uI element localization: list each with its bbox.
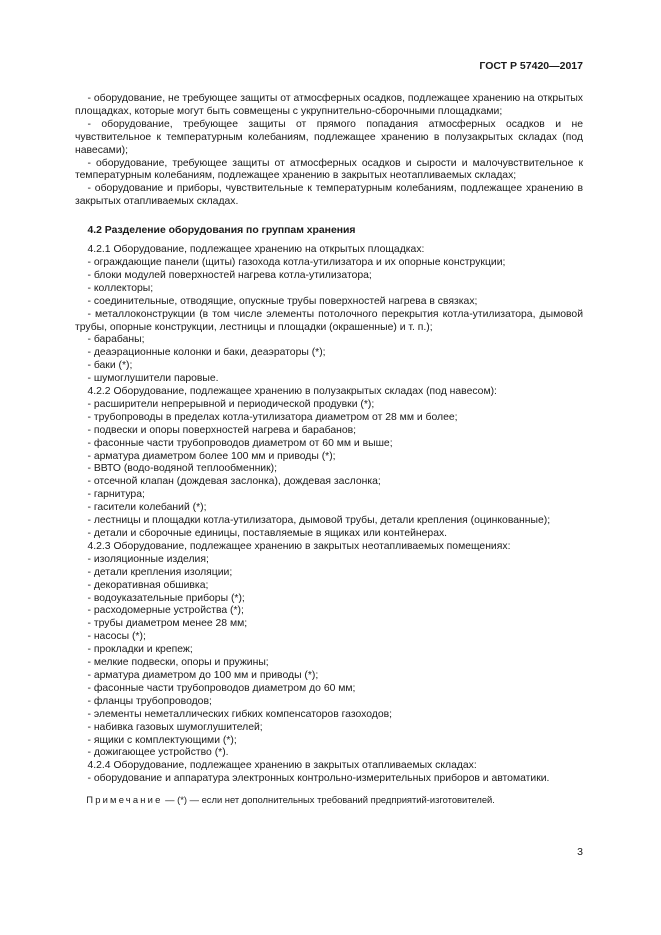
document-id: ГОСТ Р 57420—2017 [479, 60, 583, 72]
list-item: - гасители колебаний (*); [87, 502, 207, 514]
group-heading: 4.2.3 Оборудование, подлежащее хранению в закрытых неотапливаемых помещениях: [87, 540, 511, 552]
list-item: - расширители непрерывной и периодической продувки (*); [87, 398, 375, 410]
list-item: - лестницы и площадки котла-утилизатора, дымовой трубы, детали крепления (оцинкованные); [87, 515, 551, 527]
note [75, 794, 583, 807]
list-item: - декоративная обшивка; [87, 579, 209, 591]
list-item: - детали крепления изоляции; [87, 566, 233, 578]
intro-item: - оборудование, требующее защиты от атмосферных осадков и сырости и малочувствительное к температурным колебаниям, подлежащее хранению в закрытых неотапливаемых складах; [75, 157, 583, 182]
list-item: - арматура диаметром более 100 мм и приводы (*); [87, 450, 336, 462]
body-text [75, 93, 583, 807]
list-item: - прокладки и крепеж; [87, 644, 193, 656]
list-item: - ограждающие панели (щиты) газохода котла-утилизатора и их опорные конструкции; [87, 256, 506, 268]
list-item: - отсечной клапан (дождевая заслонка), дождевая заслонка; [87, 476, 381, 488]
list-item: - оборудование и аппаратура электронных контрольно-измерительных приборов и автоматики. [87, 773, 550, 785]
group-heading: 4.2.4 Оборудование, подлежащее хранению в закрытых отапливаемых складах: [87, 760, 477, 772]
list-item: - блоки модулей поверхностей нагрева котла-утилизатора; [87, 269, 372, 281]
list-item: - дожигающее устройство (*). [87, 747, 229, 759]
list-item: - соединительные, отводящие, опускные трубы поверхностей нагрева в связках; [87, 295, 478, 307]
group-heading: 4.2.1 Оборудование, подлежащее хранению на открытых площадках: [87, 244, 425, 256]
list-item: - фасонные части трубопроводов диаметром от 60 мм и выше; [87, 437, 393, 449]
list-item: - ящики с комплектующими (*); [87, 734, 237, 746]
list-item: - детали и сборочные единицы, поставляемые в ящиках или контейнерах. [87, 528, 448, 539]
list-item: - водоуказательные приборы (*); [87, 592, 245, 604]
list-item: - баки (*); [87, 360, 133, 372]
list-item: - фланцы трубопроводов; [87, 695, 212, 707]
list-item: - подвески и опоры поверхностей нагрева и барабанов; [87, 424, 357, 436]
intro-item: - оборудование и приборы, чувствительные к температурным колебаниям, подлежащее хранению в закрытых отапливаемых складах. [75, 183, 583, 208]
list-item: - барабаны; [87, 334, 145, 346]
note-label: Примечание [86, 794, 163, 806]
list-item: - арматура диаметром до 100 мм и приводы (*); [87, 669, 319, 681]
list-item: - насосы (*); [87, 631, 146, 643]
list-item: - расходомерные устройства (*); [87, 605, 244, 617]
list-item: - мелкие подвески, опоры и пружины; [87, 657, 269, 669]
list-item: - трубопроводы в пределах котла-утилизатора диаметром от 28 мм и более; [87, 411, 458, 423]
list-item: - деаэрационные колонки и баки, деаэраторы (*); [87, 347, 326, 359]
list-item: - фасонные части трубопроводов диаметром до 60 мм; [87, 682, 356, 694]
section-title: 4.2 Разделение оборудования по группам хранения [87, 225, 356, 237]
list-item: - трубы диаметром менее 28 мм; [87, 618, 248, 630]
list-item: - ВВТО (водо-водяной теплообменник); [87, 463, 277, 475]
list-item: - коллекторы; [87, 282, 154, 294]
list-item: - изоляционные изделия; [87, 553, 209, 565]
list-item: - набивка газовых шумоглушителей; [87, 721, 263, 733]
list-item: - гарнитура; [87, 489, 145, 501]
list-item: - металлоконструкции (в том числе элементы потолочного перекрытия котла-утилизатора, дымовой трубы, опорные конструкции, лестницы и площадки (окрашенные) и т. п.); [75, 308, 583, 333]
group-heading: 4.2.2 Оборудование, подлежащее хранению в полузакрытых складах (под навесом): [87, 386, 497, 398]
note-text: — (*) — если нет дополнительных требований предприятий-изготовителей. [162, 794, 495, 806]
list-item: - шумоглушители паровые. [87, 373, 219, 385]
page-number: 3 [577, 846, 583, 858]
list-item: - элементы неметаллических гибких компенсаторов газоходов; [87, 708, 393, 720]
intro-item: - оборудование, не требующее защиты от атмосферных осадков, подлежащее хранению на открытых площадках, которые могут быть совмещены с укрупнительно-сборочными площадками; [75, 93, 583, 117]
intro-item: - оборудование, требующее защиты от прямого попадания атмосферных осадков и не чувствительное к температурным колебаниям, подлежащее хранению в полузакрытых складах (под навесами); [75, 118, 583, 156]
